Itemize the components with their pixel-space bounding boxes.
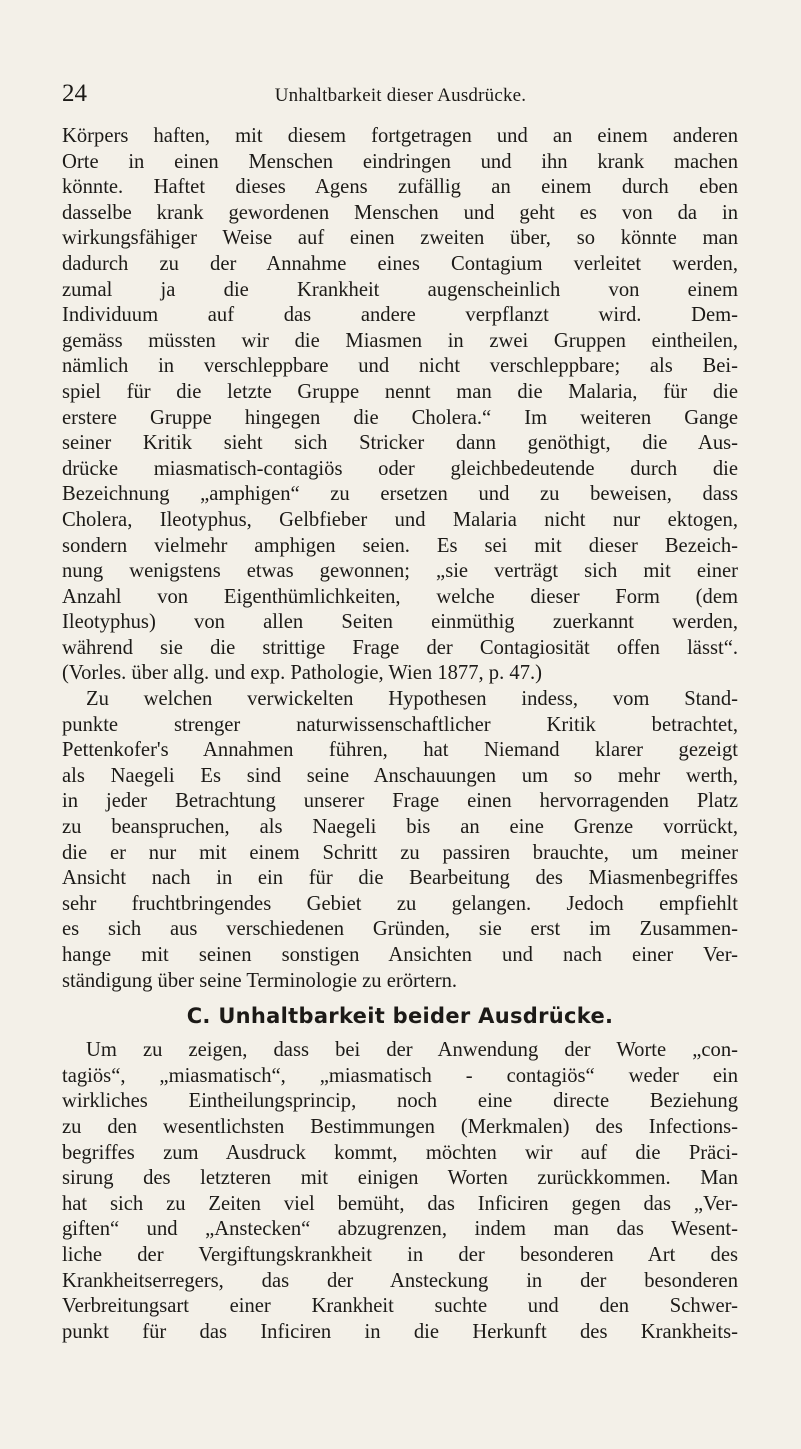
text-line: als Naegeli Es sind seine Anschauungen um so mehr werth, (62, 764, 738, 787)
text-line: in jeder Betrachtung unserer Frage einen hervorragenden Platz (62, 790, 738, 813)
text-line: begriffes zum Ausdruck kommt, möchten wir auf die Präci- (62, 1141, 738, 1164)
text-line: Zu welchen verwickelten Hypothesen indess, vom Stand- (86, 688, 738, 711)
text-line: Verbreitungsart einer Krankheit suchte und den Schwer- (62, 1295, 738, 1318)
body-text (62, 124, 738, 1345)
text-line: Bezeichnung „amphigen“ zu ersetzen und zu beweisen, dass (62, 483, 738, 506)
text-line: ständigung über seine Terminologie zu erörtern. (62, 969, 458, 992)
page-number: 24 (62, 80, 87, 107)
text-line: seiner Kritik sieht sich Stricker dann genöthigt, die Aus- (62, 432, 738, 455)
text-line: Orte in einen Menschen eindringen und ihn krank machen (62, 150, 738, 173)
text-line: sondern vielmehr amphigen seien. Es sei mit dieser Bezeich- (62, 534, 738, 557)
page-header (62, 80, 739, 110)
text-line: tagiös“, „miasmatisch“, „miasmatisch - contagiös“ weder ein (62, 1064, 738, 1087)
text-line: Krankheitserregers, das der Ansteckung in der besonderen (62, 1269, 738, 1292)
text-line: liche der Vergiftungskrankheit in der besonderen Art des (62, 1243, 738, 1266)
text-line: wirkungsfähiger Weise auf einen zweiten über, so könnte man (62, 227, 738, 250)
text-line: gemäss müssten wir die Miasmen in zwei Gruppen eintheilen, (62, 329, 738, 352)
paragraph-2 (62, 687, 738, 994)
running-head: Unhaltbarkeit dieser Ausdrücke. (274, 85, 527, 106)
text-line: dadurch zu der Annahme eines Contagium verleitet werden, (62, 252, 738, 275)
text-line: erstere Gruppe hingegen die Cholera.“ Im weiteren Gange (62, 406, 738, 429)
text-line: zu den wesentlichsten Bestimmungen (Merkmalen) des Infections- (62, 1115, 738, 1138)
text-line: die er nur mit einem Schritt zu passiren brauchte, um meiner (62, 841, 738, 864)
text-line: zu beanspruchen, als Naegeli bis an eine Grenze vorrückt, (62, 816, 738, 839)
text-line: (Vorles. über allg. und exp. Pathologie, Wien 1877, p. 47.) (62, 662, 543, 685)
text-line: sirung des letzteren mit einigen Worten zurückkommen. Man (62, 1167, 738, 1190)
text-line: Anzahl von Eigenthümlichkeiten, welche dieser Form (dem (62, 585, 738, 608)
text-line: Körpers haften, mit diesem fortgetragen und an einem anderen (62, 125, 738, 147)
text-line: hange mit seinen sonstigen Ansichten und nach einer Ver- (62, 944, 738, 966)
text-line: sehr fruchtbringendes Gebiet zu gelangen. Jedoch empfiehlt (62, 892, 738, 915)
text-line: wirkliches Eintheilungsprincip, noch eine directe Beziehung (62, 1090, 738, 1113)
text-line: Ileotyphus) von allen Seiten einmüthig zuerkannt werden, (62, 611, 738, 634)
text-line: punkt für das Inficiren in die Herkunft des Krankheits- (62, 1320, 738, 1343)
text-line: drücke miasmatisch-contagiös oder gleichbedeutende durch die (62, 457, 738, 480)
text-line: dasselbe krank gewordenen Menschen und geht es von da in (62, 201, 738, 224)
text-line: es sich aus verschiedenen Gründen, sie erst im Zusammen- (62, 918, 738, 941)
text-line: während sie die strittige Frage der Contagiosität offen lässt“. (62, 636, 738, 659)
section-heading-text: Unhaltbarkeit beider Ausdrücke. (218, 1004, 614, 1029)
section-heading (62, 994, 738, 1038)
text-line: Ansicht nach in ein für die Bearbeitung des Miasmenbegriffes (62, 867, 738, 890)
text-line: hat sich zu Zeiten viel bemüht, das Inficiren gegen das „Ver- (62, 1192, 738, 1215)
text-line: giften“ und „Anstecken“ abzugrenzen, indem man das Wesent- (62, 1218, 738, 1241)
text-line: Pettenkofer's Annahmen führen, hat Niemand klarer gezeigt (62, 739, 738, 762)
paragraph-3 (62, 1038, 738, 1345)
text-line: Cholera, Ileotyphus, Gelbfieber und Malaria nicht nur ektogen, (62, 508, 738, 531)
text-line: nung wenigstens etwas gewonnen; „sie verträgt sich mit einer (62, 560, 738, 583)
section-heading-label: C. (186, 1004, 211, 1029)
text-line: Um zu zeigen, dass bei der Anwendung der Worte „con- (86, 1039, 738, 1062)
text-line: spiel für die letzte Gruppe nennt man die Malaria, für die (62, 380, 738, 403)
paragraph-1 (62, 124, 738, 687)
text-line: Individuum auf das andere verpflanzt wird. Dem- (62, 304, 738, 327)
text-line: zumal ja die Krankheit augenscheinlich von einem (62, 278, 738, 301)
text-line: punkte strenger naturwissenschaftlicher Kritik betrachtet, (62, 713, 738, 736)
text-line: könnte. Haftet dieses Agens zufällig an einem durch eben (62, 176, 738, 199)
text-line: nämlich in verschleppbare und nicht verschleppbare; als Bei- (62, 355, 738, 378)
